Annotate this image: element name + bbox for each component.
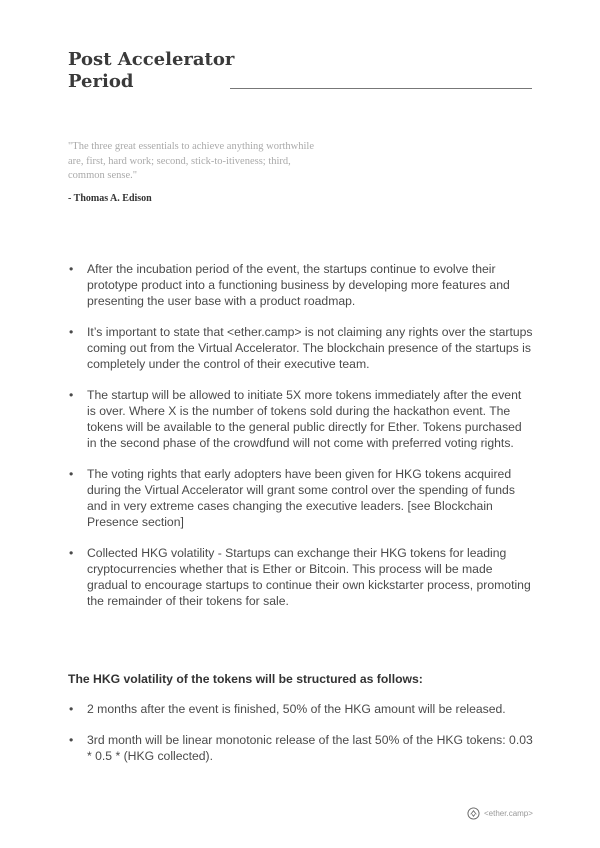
list-item: • It’s important to state that <ether.camp> is not claiming any rights over the startups coming out from the Virtual Accelerator. The blockchain presence of the startups is completely under the control of their executive team. bbox=[69, 325, 533, 371]
list-item: • 3rd month will be linear monotonic release of the last 50% of the HKG tokens: 0.03 * 0.5 * (HKG collected). bbox=[69, 733, 533, 763]
list-item: • Collected HKG volatility - Startups can exchange their HKG tokens for leading cryptocurrencies whether that is Ether or Bitcoin. This process will be made gradual to encourage startups to continue their own kickstarter process, promoting the remainder of their tokens for sale. bbox=[69, 546, 531, 608]
footer-logo bbox=[467, 807, 533, 820]
footer-logo-text: <ether.camp> bbox=[484, 809, 533, 818]
volatility-bullet-list bbox=[68, 701, 533, 764]
page-title bbox=[68, 49, 234, 93]
ether-camp-logo-icon bbox=[467, 807, 480, 820]
main-bullet-list bbox=[68, 261, 533, 609]
list-item: • After the incubation period of the event, the startups continue to evolve their prototype product into a functioning business by developing more features and presenting the user base with a product roadmap. bbox=[69, 262, 510, 308]
title-line-1: Post Accelerator bbox=[68, 49, 235, 70]
list-item: • The startup will be allowed to initiate 5X more tokens immediately after the event is over. Where X is the number of tokens sold during the hackathon event. The tokens will be available to the general public directly for Ether. Tokens purchased in the second phase of the crowdfund will not come with preferred voting rights. bbox=[69, 388, 522, 450]
list-item: • The voting rights that early adopters have been given for HKG tokens acquired during the Virtual Accelerator will grant some control over the spending of funds and in very extreme cases changing the executive leaders. [see Blockchain Presence section] bbox=[69, 467, 515, 529]
title-line-2: Period bbox=[68, 71, 134, 92]
content-body bbox=[68, 261, 533, 764]
quote-author: - Thomas A. Edison bbox=[68, 192, 152, 204]
quote-block bbox=[68, 140, 318, 205]
quote-text: "The three great essentials to achieve anything worthwhile are, first, hard work; second, stick-to-itiveness; third, common sense." bbox=[68, 141, 314, 181]
volatility-heading: The HKG volatility of the tokens will be structured as follows: bbox=[68, 672, 423, 686]
list-item: • 2 months after the event is finished, 50% of the HKG amount will be released. bbox=[69, 702, 506, 716]
title-divider bbox=[230, 88, 532, 89]
